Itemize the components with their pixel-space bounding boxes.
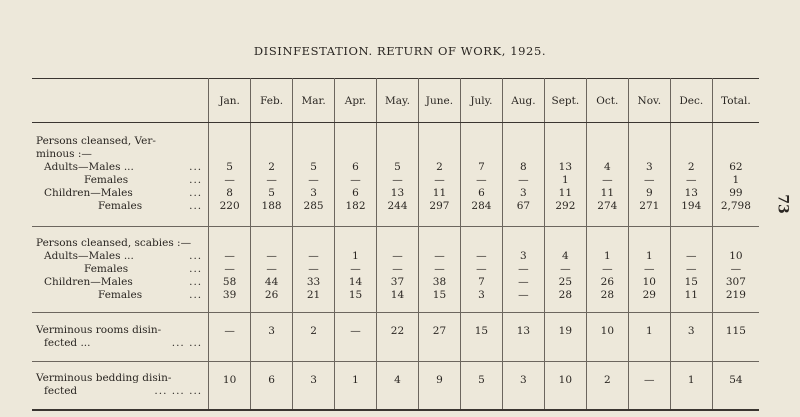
cell-value: —	[350, 263, 361, 275]
cell-value: —	[308, 174, 319, 186]
cell-value: 54	[729, 373, 743, 386]
cell-value: 13	[390, 187, 405, 199]
label-text: Females	[84, 174, 129, 186]
label-text: Females	[98, 289, 143, 301]
cell-value: —	[476, 174, 487, 186]
leader-dots: ...	[189, 250, 203, 262]
cell-value: —	[518, 263, 529, 275]
data-cell	[251, 227, 293, 313]
row-label-line	[36, 263, 208, 276]
column-header: Sept.	[544, 79, 586, 123]
column-header: Jan.	[209, 79, 251, 123]
data-cell	[460, 313, 502, 362]
leader-dots: ...	[189, 174, 203, 186]
cell-value: —	[392, 174, 403, 186]
column-header: Oct.	[586, 79, 628, 123]
label-text: Persons cleansed, scabies :—	[36, 237, 192, 249]
cell-value: —	[350, 325, 361, 337]
row-label-line	[36, 135, 208, 148]
cell-value: 19	[558, 325, 573, 337]
label-text: Adults—Males ...	[44, 250, 134, 262]
cell-value: 2	[268, 161, 275, 173]
leader-dots: ...	[189, 276, 203, 288]
cell-value: —	[560, 263, 571, 275]
cell-value: 1	[562, 174, 569, 186]
cell-value: 14	[348, 276, 363, 288]
cell-value: 13	[684, 187, 698, 199]
row-label-line	[36, 148, 208, 161]
data-cell	[209, 362, 251, 411]
cell-value: 99	[729, 187, 743, 199]
data-cell	[544, 362, 586, 411]
cell-value: 26	[264, 289, 279, 301]
cell-value: —	[266, 174, 277, 186]
row-label-header	[32, 79, 209, 123]
data-cell	[712, 313, 759, 362]
data-cell	[502, 362, 544, 411]
cell-value: 244	[387, 200, 408, 212]
column-header: Nov.	[628, 79, 670, 123]
cell-value: 10	[729, 250, 743, 262]
cell-value: —	[686, 174, 697, 186]
cell-value: 62	[729, 161, 743, 173]
cell-value: —	[686, 263, 697, 275]
return-of-work-table	[32, 78, 759, 411]
cell-value: 38	[432, 276, 447, 288]
table-section-row	[32, 362, 759, 411]
cell-value: 15	[432, 289, 447, 301]
table-header-row	[32, 79, 759, 123]
cell-value: 2	[436, 161, 443, 173]
cell-value: —	[644, 174, 655, 186]
label-text: Females	[98, 200, 143, 212]
cell-value: 307	[725, 276, 746, 288]
cell-value: 6	[352, 187, 359, 199]
row-label-line	[36, 237, 208, 250]
leader-dots: ...	[189, 289, 203, 301]
table-section-row	[32, 313, 759, 362]
cell-value: 33	[306, 276, 321, 288]
cell-value: —	[644, 263, 655, 275]
column-header: Mar.	[293, 79, 335, 123]
data-cell	[335, 313, 377, 362]
cell-value: 10	[558, 373, 573, 386]
cell-value: 4	[603, 161, 611, 173]
cell-value: 1	[645, 250, 653, 262]
cell-value: 3	[310, 373, 317, 386]
cell-value: 8	[520, 161, 527, 173]
cell-value: 115	[725, 325, 746, 337]
cell-value: 5	[268, 187, 275, 199]
data-cell	[502, 313, 544, 362]
label-text: Verminous bedding disin-	[36, 372, 172, 384]
cell-value: 7	[478, 161, 485, 173]
cell-value: —	[476, 250, 487, 262]
data-cell	[251, 313, 293, 362]
cell-value: 292	[555, 200, 576, 212]
cell-value: —	[392, 263, 403, 275]
cell-value: —	[350, 174, 361, 186]
cell-value: —	[730, 263, 742, 275]
cell-value: 15	[348, 289, 363, 301]
data-cell	[628, 313, 670, 362]
row-label-line	[36, 372, 208, 385]
data-cell	[586, 313, 628, 362]
cell-value: —	[602, 263, 613, 275]
cell-value: —	[308, 263, 319, 275]
cell-value: 15	[684, 276, 698, 288]
label-text: Persons cleansed, Ver-	[36, 135, 156, 147]
cell-value: 10	[222, 373, 237, 386]
row-label	[32, 313, 209, 362]
label-text: minous :—	[36, 148, 92, 160]
cell-value: 6	[268, 373, 275, 386]
data-cell	[628, 227, 670, 313]
cell-value: —	[434, 263, 445, 275]
column-header: Total.	[712, 79, 759, 123]
cell-value: 25	[558, 276, 573, 288]
cell-value: 44	[264, 276, 279, 288]
cell-value: —	[602, 174, 613, 186]
cell-value: 13	[516, 325, 531, 337]
data-cell	[293, 123, 335, 227]
leader-dots: ... ...	[171, 337, 203, 349]
data-cell	[712, 227, 759, 313]
column-header: June.	[418, 79, 460, 123]
cell-value: 10	[600, 325, 615, 337]
cell-value: 219	[725, 289, 746, 301]
cell-value: 26	[600, 276, 615, 288]
row-label-line	[36, 276, 208, 289]
cell-value: —	[224, 250, 235, 262]
row-label	[32, 362, 209, 411]
page-number: 73	[774, 194, 791, 214]
cell-value: 3	[478, 289, 485, 301]
cell-value: 67	[516, 200, 531, 212]
cell-value: —	[644, 373, 655, 386]
data-cell	[335, 227, 377, 313]
cell-value: 14	[390, 289, 405, 301]
cell-value: —	[266, 263, 277, 275]
data-cell	[586, 227, 628, 313]
column-header: May.	[377, 79, 419, 123]
cell-value: 39	[222, 289, 237, 301]
data-cell	[586, 362, 628, 411]
cell-value: 4	[562, 250, 569, 262]
row-label-line	[36, 187, 208, 200]
label-text: Children—Males	[44, 276, 133, 288]
leader-dots: ...	[189, 161, 203, 173]
cell-value: —	[392, 250, 403, 262]
data-cell	[670, 362, 712, 411]
cell-value: —	[224, 263, 235, 275]
cell-value: 285	[303, 200, 324, 212]
row-label-line	[36, 324, 208, 337]
data-cell	[377, 123, 419, 227]
cell-value: 194	[681, 200, 702, 212]
cell-value: 9	[436, 373, 443, 386]
cell-value: 10	[642, 276, 656, 288]
leader-dots: ...	[189, 187, 203, 199]
label-text: fected	[44, 385, 78, 397]
data-cell	[628, 123, 670, 227]
data-cell	[293, 227, 335, 313]
cell-value: 274	[597, 200, 618, 212]
data-cell	[502, 227, 544, 313]
data-cell	[544, 227, 586, 313]
cell-value: 3	[645, 161, 653, 173]
cell-value: 29	[642, 289, 656, 301]
cell-value: 7	[478, 276, 485, 288]
data-cell	[251, 362, 293, 411]
cell-value: —	[686, 250, 697, 262]
data-cell	[335, 362, 377, 411]
cell-value: 3	[310, 187, 317, 199]
cell-value: 8	[226, 187, 233, 199]
data-cell	[377, 362, 419, 411]
table-section-row	[32, 123, 759, 227]
data-cell	[209, 123, 251, 227]
cell-value: 4	[394, 373, 401, 386]
data-cell	[209, 313, 251, 362]
label-text: Children—Males	[44, 187, 133, 199]
page-title: DISINFESTATION. RETURN OF WORK, 1925.	[253, 44, 547, 58]
data-cell	[460, 227, 502, 313]
leader-dots: ... ... ...	[154, 385, 203, 397]
data-cell	[418, 313, 460, 362]
data-cell	[418, 362, 460, 411]
cell-value: —	[518, 289, 529, 301]
data-cell	[418, 123, 460, 227]
data-cell	[586, 123, 628, 227]
cell-value: 220	[219, 200, 240, 212]
data-cell	[377, 227, 419, 313]
table-section-row	[32, 227, 759, 313]
row-label-line	[36, 200, 208, 213]
data-cell	[670, 123, 712, 227]
cell-value: 182	[345, 200, 366, 212]
cell-value: —	[518, 276, 529, 288]
data-cell	[460, 362, 502, 411]
cell-value: 2	[310, 325, 317, 337]
data-cell	[293, 362, 335, 411]
column-header: July.	[460, 79, 502, 123]
label-text: Verminous rooms disin-	[36, 324, 162, 336]
cell-value: 271	[639, 200, 660, 212]
cell-value: 28	[558, 289, 573, 301]
cell-value: —	[434, 174, 445, 186]
column-header: Apr.	[335, 79, 377, 123]
cell-value: 284	[471, 200, 492, 212]
cell-value: 1	[603, 250, 611, 262]
cell-value: 22	[390, 325, 405, 337]
cell-value: 3	[268, 325, 275, 337]
cell-value: 11	[558, 187, 573, 199]
row-label-line	[36, 337, 208, 350]
cell-value: 15	[474, 325, 489, 337]
row-label	[32, 123, 209, 227]
cell-value: 1	[352, 250, 359, 262]
cell-value: 37	[390, 276, 405, 288]
label-text: Adults—Males ...	[44, 161, 134, 173]
data-cell	[293, 313, 335, 362]
cell-value: —	[476, 263, 487, 275]
cell-value: 3	[520, 187, 527, 199]
column-header: Dec.	[670, 79, 712, 123]
leader-dots: ...	[189, 263, 203, 275]
data-cell	[670, 227, 712, 313]
cell-value: 297	[429, 200, 450, 212]
cell-value: 28	[600, 289, 615, 301]
cell-value: 9	[645, 187, 653, 199]
cell-value: 2	[603, 373, 611, 386]
cell-value: 3	[520, 250, 527, 262]
cell-value: 1	[645, 325, 653, 337]
cell-value: —	[224, 325, 235, 337]
data-cell	[335, 123, 377, 227]
data-cell	[544, 123, 586, 227]
data-cell	[628, 362, 670, 411]
row-label-line	[36, 161, 208, 174]
data-cell	[670, 313, 712, 362]
data-cell	[209, 227, 251, 313]
cell-value: 1	[352, 373, 359, 386]
label-text: Females	[84, 263, 129, 275]
data-cell	[502, 123, 544, 227]
data-cell	[544, 313, 586, 362]
cell-value: 11	[684, 289, 698, 301]
cell-value: 13	[558, 161, 573, 173]
cell-value: 11	[432, 187, 447, 199]
column-header: Aug.	[502, 79, 544, 123]
row-label-line	[36, 385, 208, 398]
cell-value: 2,798	[720, 200, 751, 212]
cell-value: 2	[687, 161, 695, 173]
column-header: Feb.	[251, 79, 293, 123]
row-label-line	[36, 174, 208, 187]
cell-value: 5	[226, 161, 233, 173]
cell-value: 11	[600, 187, 615, 199]
data-cell	[251, 123, 293, 227]
data-cell	[712, 123, 759, 227]
label-text: fected ...	[44, 337, 91, 349]
cell-value: —	[434, 250, 445, 262]
cell-value: —	[224, 174, 235, 186]
cell-value: 6	[352, 161, 359, 173]
cell-value: 5	[394, 161, 401, 173]
cell-value: 27	[432, 325, 447, 337]
row-label	[32, 227, 209, 313]
row-label-line	[36, 250, 208, 263]
cell-value: 21	[306, 289, 321, 301]
cell-value: 3	[520, 373, 527, 386]
cell-value: —	[308, 250, 319, 262]
row-label-line	[36, 289, 208, 302]
cell-value: 188	[261, 200, 282, 212]
cell-value: 3	[687, 325, 695, 337]
cell-value: —	[266, 250, 277, 262]
data-cell	[418, 227, 460, 313]
cell-value: 1	[687, 373, 695, 386]
data-cell	[377, 313, 419, 362]
cell-value: 5	[310, 161, 317, 173]
cell-value: —	[518, 174, 529, 186]
cell-value: 6	[478, 187, 485, 199]
leader-dots: ...	[189, 200, 203, 212]
cell-value: 1	[732, 174, 740, 186]
data-cell	[460, 123, 502, 227]
cell-value: 5	[478, 373, 485, 386]
cell-value: 58	[222, 276, 237, 288]
data-cell	[712, 362, 759, 411]
